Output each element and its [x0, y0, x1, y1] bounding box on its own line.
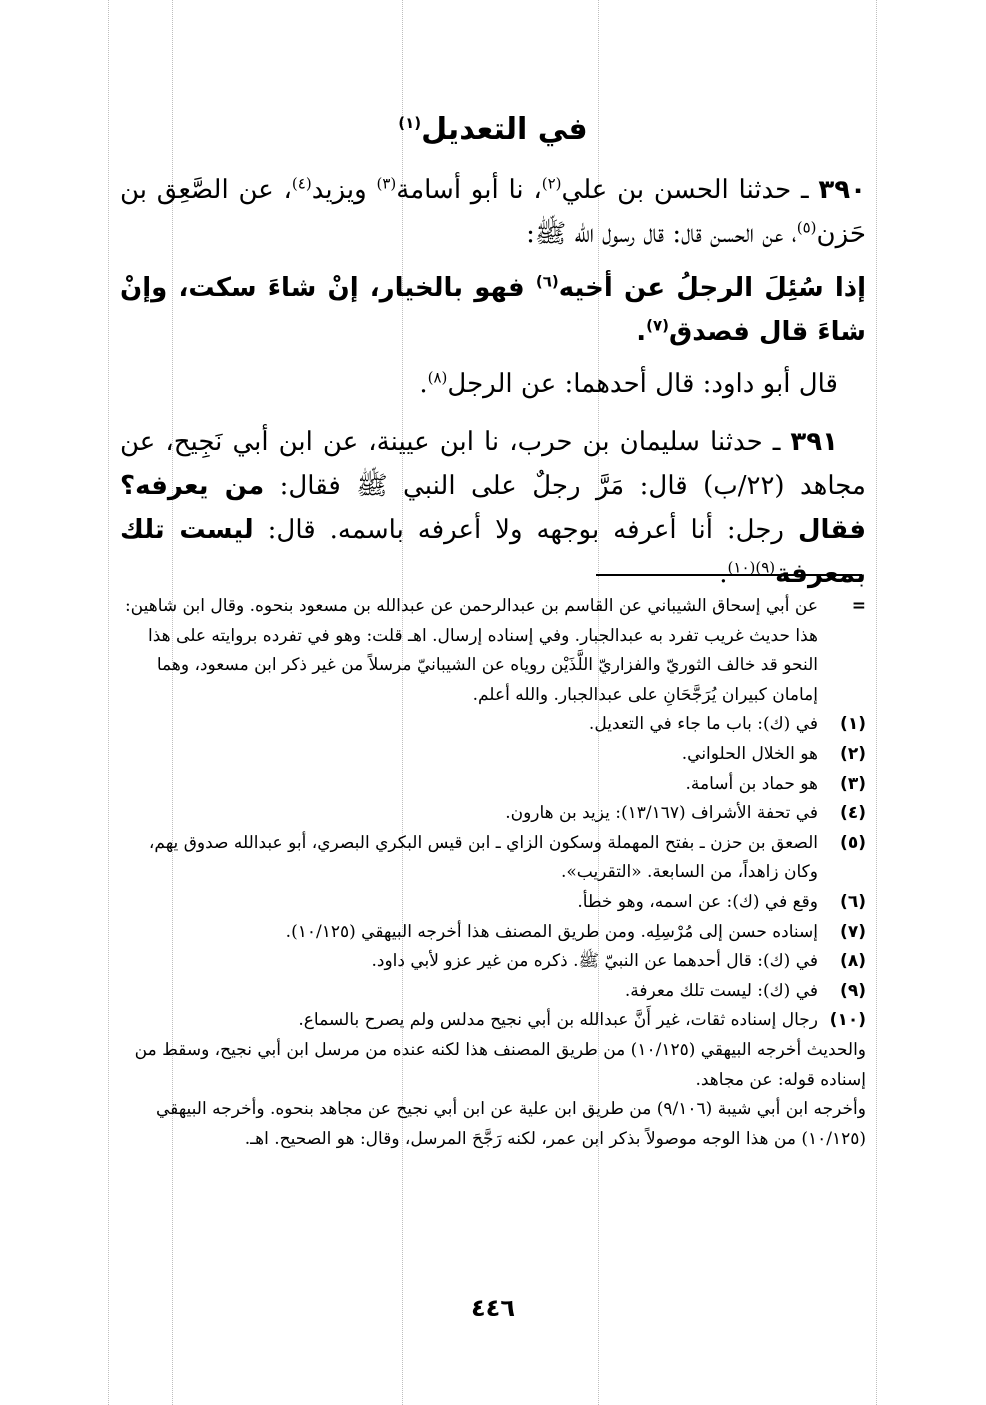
footnote-item [110, 799, 866, 829]
footnote-mark: (٦) [840, 891, 866, 912]
matn-part: من يعرفه؟ فقال [120, 471, 866, 545]
isnad-text: ـ حدثنا الحسن بن علي [561, 175, 819, 205]
isnad-text: . [719, 559, 728, 589]
hadith-390-isnad [120, 168, 866, 256]
matn-text [120, 266, 866, 354]
footnote-text: وأخرجه ابن أبي شيبة (٩/١٠٦) من طريق ابن علية عن ابن أبي نجيح عن مجاهد بنحوه. وأخرجه البيهقي (١٠/١٢٥) من هذا الوجه موصولاً بذكر ابن عمر، لكنه رَجَّحَ المرسل، وقال: هو الصحيح. اهـ. [155, 1099, 866, 1149]
section-title-text: في التعديل [421, 112, 588, 147]
isnad-text: ويزيد [311, 175, 377, 205]
footnote-text: وقع في (ك): عن اسمه، وهو خطأ. [577, 891, 818, 912]
hadith-number: ٣٩١ [790, 427, 838, 457]
footnote-item [110, 592, 866, 710]
abu-dawud-note [120, 362, 866, 406]
footnote-ref: (٦) [535, 272, 559, 291]
hadith-391 [120, 420, 866, 596]
footnote-item [110, 947, 866, 977]
footnote-text: والحديث أخرجه البيهقي (١٠/١٢٥) من طريق المصنف هذا لكنه عنده من مرسل ابن أبي نجيح، وسقط من إسناده قوله: عن مجاهد. [134, 1039, 866, 1090]
footnote-item [110, 918, 866, 948]
footnote-item [110, 829, 866, 888]
footnote-item [110, 710, 866, 740]
footnote-ref: (٣) [376, 174, 397, 193]
isnad-text: ـ حدثنا سليمان بن حرب، نا ابن عيينة، عن ابن أبي نَجِيح، عن مجاهد (٢٢/ب) قال: مَرَّ رجلٌ على النبي ﷺ فقال: [120, 427, 866, 501]
isnad-text: رجل: أنا أعرفه بوجهه ولا أعرفه باسمه. قال: [253, 515, 798, 545]
hadith-390 [120, 168, 866, 256]
footnote-ref: (٢) [541, 174, 562, 193]
footnote-mark: (٤) [840, 803, 866, 824]
footnote-text: رجال إسناده ثقات، غير أَنَّ عبدالله بن أبي نجيح مدلس ولم يصرح بالسماع. [298, 1010, 818, 1031]
page-number: ٤٤٦ [471, 1294, 515, 1322]
abu-dawud-text [120, 362, 866, 406]
footnote-mark: (٥) [840, 832, 866, 853]
footnote-mark: (٣) [840, 773, 866, 794]
footnote-item [110, 770, 866, 800]
footnote-mark: (٢) [840, 743, 866, 764]
footnote-mark: (٨) [840, 951, 866, 972]
footnote-text: في (ك): قال أحدهما عن النبيّ ﷺ. ذكره من غير عزو لأبي داود. [371, 951, 818, 972]
footnote-text: إسناده حسن إلى مُرْسِلِه. ومن طريق المصنف هذا أخرجه البيهقي (١٠/١٢٥). [285, 921, 818, 942]
matn-part: . [636, 317, 647, 347]
footnote-mark: = [851, 596, 866, 616]
footnote-text: في (ك): باب ما جاء في التعديل. [588, 714, 818, 735]
footnote-mark: (٩) [840, 980, 866, 1001]
footnote-item [110, 1006, 866, 1036]
section-title [0, 112, 986, 147]
footnote-ref: (٥) [796, 218, 817, 237]
footnote-item [110, 740, 866, 770]
matn-part: ليست تلك بمعرفة [120, 515, 866, 589]
footnote-mark: (١٠) [829, 1010, 866, 1031]
footnote-item [110, 888, 866, 918]
abu-dawud-part: قال أبو داود: قال أحدهما: عن الرجل [447, 369, 838, 399]
footnote-ref: (١) [398, 114, 422, 132]
footnote-continuation [110, 1036, 866, 1154]
scan-guide-line [108, 0, 109, 1405]
footnote-ref: (٨) [427, 368, 448, 387]
footnote-mark: (٧) [840, 921, 866, 942]
footnote-text: الصعق بن حزن ـ بفتح المهملة وسكون الزاي ـ ابن قيس البكري البصري، أبو عبدالله صدوق يهم، وكان زاهداً، من السابعة. «التقريب». [148, 832, 818, 883]
footnotes [110, 592, 866, 1154]
footnote-text: في تحفة الأشراف (١٣/١٦٧): يزيد بن هارون. [505, 803, 818, 824]
hadith-391-text [120, 420, 866, 596]
abu-dawud-part: . [419, 369, 428, 399]
isnad-text: ، عن الصَّعِق بن حَزن [120, 175, 866, 249]
footnote-ref: (٩)(١٠) [727, 558, 776, 577]
matn-part: فهو بالخيار، إنْ شاءَ سكت، وإنْ شاءَ قال فصدق [120, 273, 866, 347]
isnad-text: ، نا أبو أسامة [396, 175, 542, 205]
hadith-number: ٣٩٠ [818, 175, 866, 205]
footnote-text: في (ك): ليست تلك معرفة. [624, 980, 818, 1001]
footnote-text: عن أبي إسحاق الشيباني عن القاسم بن عبدالرحمن عن عبدالله بن مسعود بنحوه. وقال ابن شاهين: هذا حديث غريب تفرد به عبدالجبار. وفي إسناده إرسال. اهـ قلت: وهو في تفرده بروايته على هذا النحو قد خالف الثوريّ والفزاريّ اللَّذَيْن روياه عن الشيبانيّ مرسلاً من غير ذكر ابن مسعود، وهما إمامان كبيران يُرَجَّحَانِ على عبدالجبار. والله أعلم. [124, 596, 818, 705]
footnote-separator [596, 574, 862, 576]
footnote-text: هو حماد بن أسامة. [685, 773, 818, 794]
footnote-text: هو الخلال الحلواني. [681, 743, 818, 764]
footnote-ref: (٤) [291, 174, 312, 193]
footnote-item [110, 977, 866, 1007]
footnote-ref: (٧) [646, 316, 670, 335]
isnad-text: ، عن الحسن قال: قال رسول الله ﷺ: [526, 219, 797, 249]
footnote-mark: (١) [840, 714, 866, 735]
scan-guide-line [876, 0, 877, 1405]
hadith-390-matn [120, 266, 866, 354]
matn-part: إذا سُئِلَ الرجلُ عن أخيه [558, 273, 866, 303]
